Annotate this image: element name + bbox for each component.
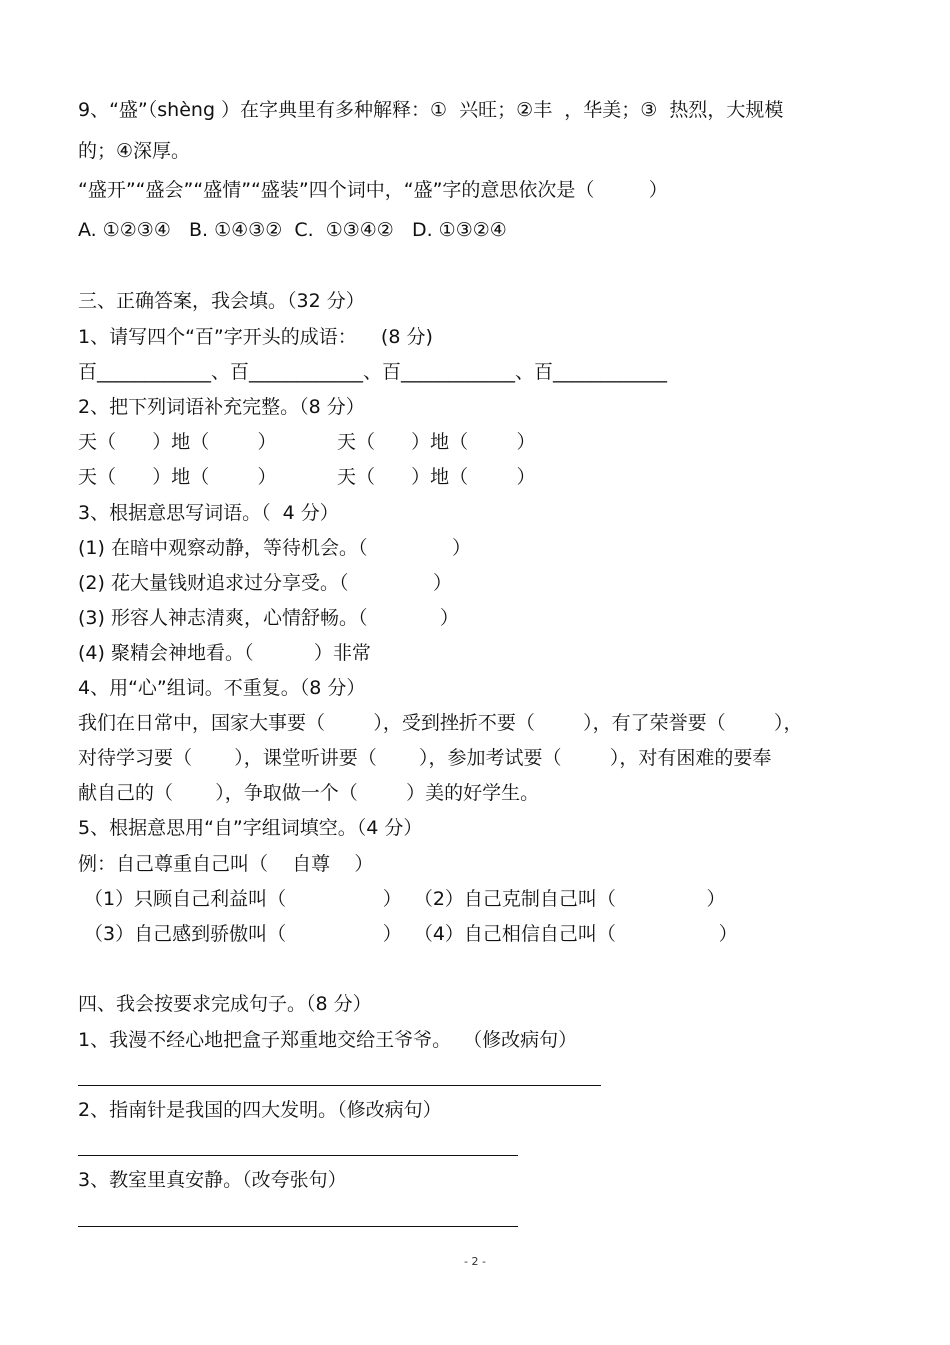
q9-stem-line1: 9、“盛”（shèng ）在字典里有多种解释：① 兴旺；②丰 ，华美；③ 热烈，大规模 xyxy=(78,99,784,121)
s4-answer-line[interactable] xyxy=(78,1226,518,1227)
s3-q1-prompt: 1、请写四个“百”字开头的成语： (8 分) xyxy=(78,326,433,348)
s3-q5-row2[interactable]: （3）自己感到骄傲叫（ ） （4）自己相信自己叫（ ） xyxy=(78,923,738,945)
s3-q3-item[interactable]: (1) 在暗中观察动静，等待机会。（ ） xyxy=(78,537,472,559)
s3-q3-item[interactable]: (3) 形容人神志清爽，心情舒畅。（ ） xyxy=(78,607,459,629)
s4-item: 2、指南针是我国的四大发明。（修改病句） xyxy=(78,1099,442,1121)
section4-title: 四、我会按要求完成句子。（8 分） xyxy=(78,993,372,1015)
s3-q4-line[interactable]: 我们在日常中，国家大事要（ ），受到挫折不要（ ），有了荣誉要（ ）， xyxy=(78,712,803,734)
s3-q2-prompt: 2、把下列词语补充完整。（8 分） xyxy=(78,396,365,418)
s3-q1-blanks[interactable]: 百____________、百____________、百____________、百____________ xyxy=(78,361,668,383)
s4-answer-line[interactable] xyxy=(78,1085,601,1086)
s3-q2-row1[interactable]: 天（ ）地（ ） 天（ ）地（ ） xyxy=(78,431,536,453)
s3-q3-prompt: 3、根据意思写词语。（ 4 分） xyxy=(78,502,339,524)
s3-q5-prompt: 5、根据意思用“自”字组词填空。（4 分） xyxy=(78,817,423,839)
s4-item: 3、教室里真安静。（改夸张句） xyxy=(78,1169,347,1191)
section3-title: 三、正确答案，我会填。（32 分） xyxy=(78,290,365,312)
q9-options: A. ①②③④ B. ①④③② C. ①③④② D. ①③②④ xyxy=(78,219,507,241)
s4-item: 1、我漫不经心地把盒子郑重地交给王爷爷。 （修改病句） xyxy=(78,1029,578,1051)
s4-answer-line[interactable] xyxy=(78,1155,518,1156)
s3-q4-prompt: 4、用“心”组词。不重复。（8 分） xyxy=(78,677,366,699)
s3-q4-line[interactable]: 献自己的（ ），争取做一个（ ）美的好学生。 xyxy=(78,782,540,804)
s3-q2-row2[interactable]: 天（ ）地（ ） 天（ ）地（ ） xyxy=(78,466,536,488)
q9-question: “盛开”“盛会”“盛情”“盛装”四个词中，“盛”字的意思依次是（ ） xyxy=(78,179,668,201)
s3-q5-example: 例：自己尊重自己叫（ 自尊 ） xyxy=(78,853,374,875)
q9-stem-line2: 的；④深厚。 xyxy=(78,140,191,162)
s3-q4-line[interactable]: 对待学习要（ ），课堂听讲要（ ），参加考试要（ ），对有困难的要奉 xyxy=(78,747,772,769)
page-number: - 2 - xyxy=(464,1255,486,1268)
s3-q5-row1[interactable]: （1）只顾自己利益叫（ ） （2）自己克制自己叫（ ） xyxy=(78,888,726,910)
s3-q3-item[interactable]: (4) 聚精会神地看。（ ）非常 xyxy=(78,642,371,664)
s3-q3-item[interactable]: (2) 花大量钱财追求过分享受。（ ） xyxy=(78,572,453,594)
